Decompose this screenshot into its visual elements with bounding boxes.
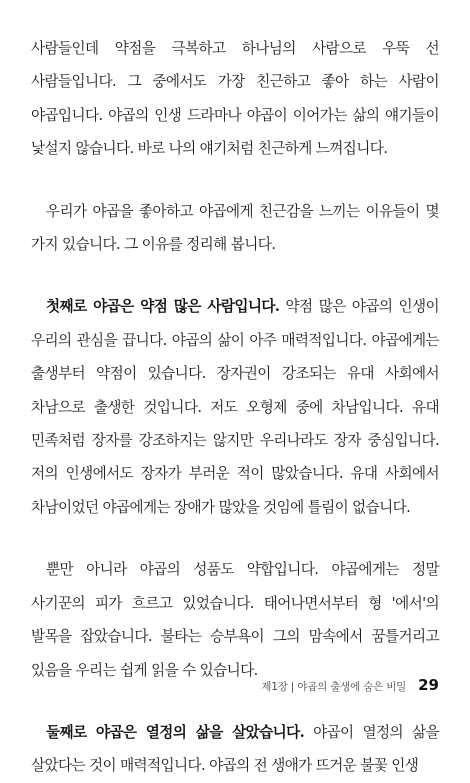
paragraph-lead-sentence: 둘째로 야곱은 열정의 삶을 살았습니다. — [46, 723, 305, 741]
paragraph-gap — [31, 261, 439, 290]
page-body — [31, 32, 439, 783]
page-number: 29 — [418, 676, 439, 694]
paragraph-text: 뿐만 아니라 야곱의 성품도 약합입니다. 야곱에게는 정말 사기꾼의 피가 흐르고 있었습니다. 태어나면서부터 형 '에서'의 발목을 잡았습니다. 불타는 승부욕이 그의 맘속에서 꿈틀거리고 있음을 우리는 쉽게 읽을 수 있습니다. — [31, 561, 439, 679]
paragraph-lead-sentence: 첫째로 야곱은 약점 많은 사람입니다. — [46, 298, 280, 316]
paragraph-text: 약점 많은 야곱의 인생이 우리의 관심을 끕니다. 야곱의 삶이 아주 매력적입니다. 야곱에게는 출생부터 약점이 있습니다. 장자권이 강조되는 유대 사회에서 차남으로 출생한 것입니다. 저도 오형제 중에 차남입니다. 유대 민족처럼 장자를 강조하지는 않지만 우리나라도 장자 중심입니다. 저의 인생에서도 장자가 부러운 적이 많았습니다. 유대 사회에서 차남이었던 야곱에게는 장애가 많았을 것임에 틀림이 없습니다. — [31, 298, 439, 516]
paragraph-character — [31, 553, 439, 687]
paragraph-text: 우리가 야곱을 좋아하고 야곱에게 친근감을 느끼는 이유들이 몇 가지 있습니다. 그 이유를 정리해 봅니다. — [31, 202, 439, 254]
paragraph-second-reason — [31, 716, 439, 783]
paragraph-gap — [31, 524, 439, 553]
paragraph-text: 사람들인데 약점을 극복하고 하나님의 사람으로 우뚝 선 사람들입니다. 그 중에서도 가장 친근하고 좋아 하는 사람이 야곱입니다. 야곱의 인생 드라마나 야곱이 이어가는 삶의 얘기들이 낯설지 않습니다. 바로 나의 얘기처럼 친근하게 느껴집니다. — [31, 40, 439, 158]
paragraph-gap — [31, 166, 439, 195]
paragraph-first-reason — [31, 290, 439, 524]
paragraph-text: 야곱이 열정의 삶을 살았다는 것이 매력적입니다. 야곱의 전 생애가 뜨거운 불꽃 인생 — [31, 723, 439, 775]
page-footer — [261, 676, 439, 694]
paragraph-continuation — [31, 32, 439, 166]
running-title: 제1장 | 야곱의 출생에 숨은 비밀 — [261, 681, 407, 693]
paragraph-reasons-intro — [31, 195, 439, 262]
